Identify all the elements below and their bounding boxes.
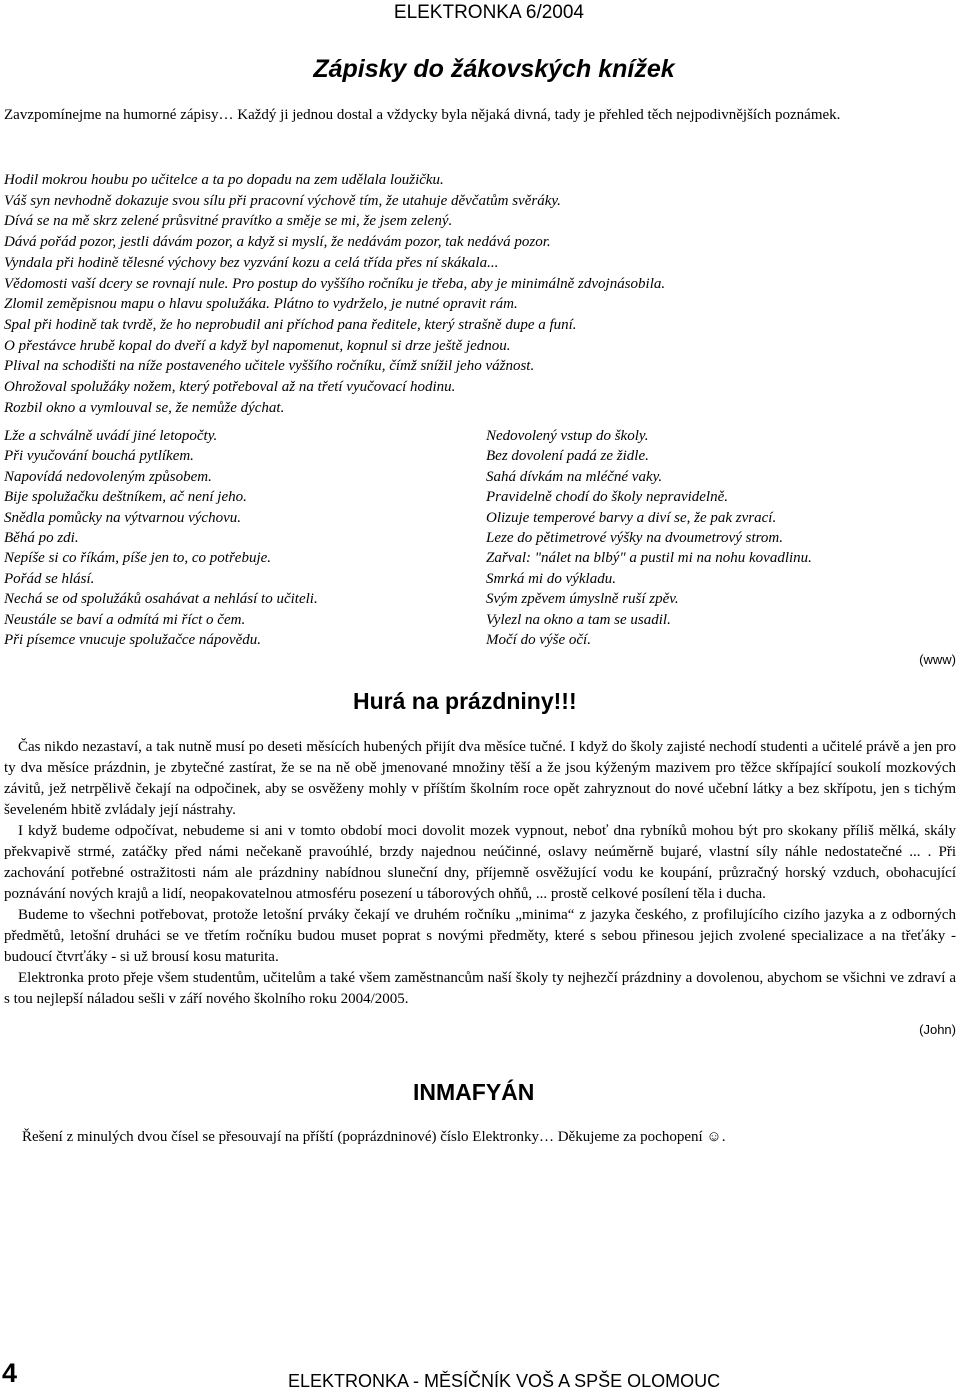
article-paragraph: Čas nikdo nezastaví, a tak nutně musí po deseti měsících hubených přijít dva měsíce tučné. I když do školy zajisté nechodí studenti a učitelé právě a jen pro ty dva měsíce prázdnin, je zbytečné zastírat, že se na ně obě jmenované množiny těší a že jsou kýženým mazivem pro těžce skřípající soukolí mozkových závitů, jež netrpělivě čekají na odpočinek, aby se osvěženy mohly v příštím školním roce opět zahryznout do nové učební látky a bez skřípotu, jen s tichým ševeleném hbitě zvládaly její nástrahy. [4, 739, 956, 818]
article-prazdniny [4, 737, 956, 1010]
quote-line: Olizuje temperové barvy a diví se, že pak zvrací. [486, 509, 777, 526]
article-paragraph: Budeme to všechni potřebovat, protože letošní prváky čekají ve druhém ročníku „minima“ z jazyka českého, z profilujícího cizího jazyka a z odborných předmětů, letošní druháci se ve třetím ročníku budou muset poprat s novými předměty, které s sebou přinesou jejich zvolené specializace a na třeťáky - budoucí čtvrťáky - si už brousí kosu maturita. [4, 907, 956, 965]
quotes-right-column [486, 426, 812, 650]
quote-line: Napovídá nedovoleným způsobem. [4, 468, 212, 485]
inmafyan-note: Řešení z minulých dvou čísel se přesouvají na příští (poprázdninové) číslo Elektronky… Děkujeme za pochopení ☺. [22, 1129, 726, 1145]
article-title-prazdniny: Hurá na prázdniny!!! [353, 688, 577, 714]
quote-line: Plival na schodišti na níže postaveného učitele vyššího ročníku, čímž snížil jeho vážnost. [4, 358, 535, 375]
quote-line: Pořád se hlásí. [4, 570, 95, 587]
page-header: ELEKTRONKA 6/2004 [393, 2, 584, 23]
quote-line: Bije spolužačku deštníkem, ač není jeho. [4, 489, 247, 506]
quote-line: Nepíše si co říkám, píše jen to, co potřebuje. [4, 550, 272, 567]
quote-line: Ohrožoval spolužáky nožem, který potřeboval až na třetí vyučovací hodinu. [4, 379, 456, 396]
quote-line: Svým zpěvem úmyslně ruší zpěv. [486, 591, 679, 608]
quote-line: Při písemce vnucuje spolužačce nápovědu. [4, 632, 261, 649]
quote-line: Snědla pomůcky na výtvarnou výchovu. [4, 509, 241, 526]
quote-line: Rozbil okno a vymlouval se, že nemůže dýchat. [4, 399, 285, 416]
quote-line: Zlomil zeměpisnou mapu o hlavu spolužáka. Plátno to vydrželo, je nutné opravit rám. [4, 296, 518, 313]
quote-line: Vyndala při hodině tělesné výchovy bez vyzvání kozu a celá třída přes ní skákala... [4, 254, 499, 271]
quote-line: Bez dovolení padá ze židle. [486, 448, 649, 465]
quote-line: Močí do výše očí. [486, 632, 591, 649]
intro-paragraph: Zavzpomínejme na humorné zápisy… Každý ji jednou dostal a vždycky byla nějaká divná, tady je přehled těch nejpodivnějších poznámek. [4, 107, 841, 123]
quote-line: Nechá se od spolužáků osahávat a nehlásí to učiteli. [4, 591, 318, 608]
quote-line: Zařval: "nálet na blbý" a pustil mi na nohu kovadlinu. [486, 550, 812, 567]
article-title-zapisky: Zápisky do žákovských knížek [313, 55, 675, 83]
quote-line: Spal při hodině tak tvrdě, že ho neprobudil ani příchod pana ředitele, který strašně dupe a funí. [4, 316, 577, 333]
quote-line: Hodil mokrou houbu po učitelce a ta po dopadu na zem udělala loužičku. [4, 172, 444, 188]
article-title-inmafyan: INMAFYÁN [413, 1079, 535, 1105]
quote-line: Smrká mi do výkladu. [486, 570, 616, 587]
quote-line: Pravidelně chodí do školy nepravidelně. [486, 489, 729, 506]
quote-line: Váš syn nevhodně dokazuje svou sílu při pracovní výchově tím, že utahuje děvčatům svěráky. [4, 192, 561, 209]
quote-line: O přestávce hrubě kopal do dveří a když byl napomenut, kopnul si drze ještě jednou. [4, 337, 511, 354]
quote-line: Vědomosti vaší dcery se rovnají nule. Pro postup do vyššího ročníku je třeba, aby je minimálně zdvojnásobila. [4, 275, 666, 292]
quote-line: Neustále se baví a odmítá mi říct o čem. [4, 611, 246, 628]
page-number: 4 [2, 1358, 18, 1388]
quote-line: Leze do pětimetrové výšky na dvoumetrový strom. [486, 530, 783, 547]
quote-line: Dívá se na mě skrz zelené průsvitné pravítko a směje se mi, že jsem zelený. [4, 213, 453, 230]
quote-line: Běhá po zdi. [4, 530, 79, 547]
signature-www: (www) [919, 652, 956, 667]
quote-line: Lže a schválně uvádí jiné letopočty. [4, 428, 218, 444]
quote-line: Při vyučování bouchá pytlíkem. [4, 448, 194, 465]
quote-line: Sahá dívkám na mléčné vaky. [486, 468, 663, 485]
quote-line: Dává pořád pozor, jestli dávám pozor, a když si myslí, že nedávám pozor, tak nedává pozor. [4, 234, 551, 251]
quote-line: Nedovolený vstup do školy. [486, 428, 649, 444]
quote-line: Vylezl na okno a tam se usadil. [486, 611, 671, 628]
signature-john: (John) [919, 1022, 956, 1037]
quotes-list [4, 170, 954, 418]
article-paragraph: I když budeme odpočívat, nebudeme si ani v tomto období moci dovolit mozek vypnout, neboť dna rybníků mohou být pro skokany příliš mělká, skály překvapivě strmé, zatáčky před námi nečekaně pravoúhlé, brzdy najednou neúčinné, oslavy neúměrně bujaré, vlastní síly náhle nedostatečné ... . Při zachování potřebné ostražitosti nám ale prázdniny nabídnou sluneční dny, příjemně osvěžující vodu ke koupání, průzračný horský vzduch, obohacující poznávání nových krajů a lidí, neopakovatelnou atmosféru posezení u táborových ohňů, ... prostě celkové posílení těla i ducha. [4, 823, 956, 902]
quotes-left-column [4, 426, 318, 650]
article-paragraph: Elektronka proto přeje všem studentům, učitelům a také všem zaměstnancům naší školy ty nejhezčí prázdniny a dovolenou, abychom se všichni ve zdraví a s tou nejlepší náladou sešli v září nového školního roku 2004/2005. [4, 970, 956, 1007]
page-footer: ELEKTRONKA - MĚSÍČNÍK VOŠ A SPŠE OLOMOUC [288, 1371, 721, 1391]
